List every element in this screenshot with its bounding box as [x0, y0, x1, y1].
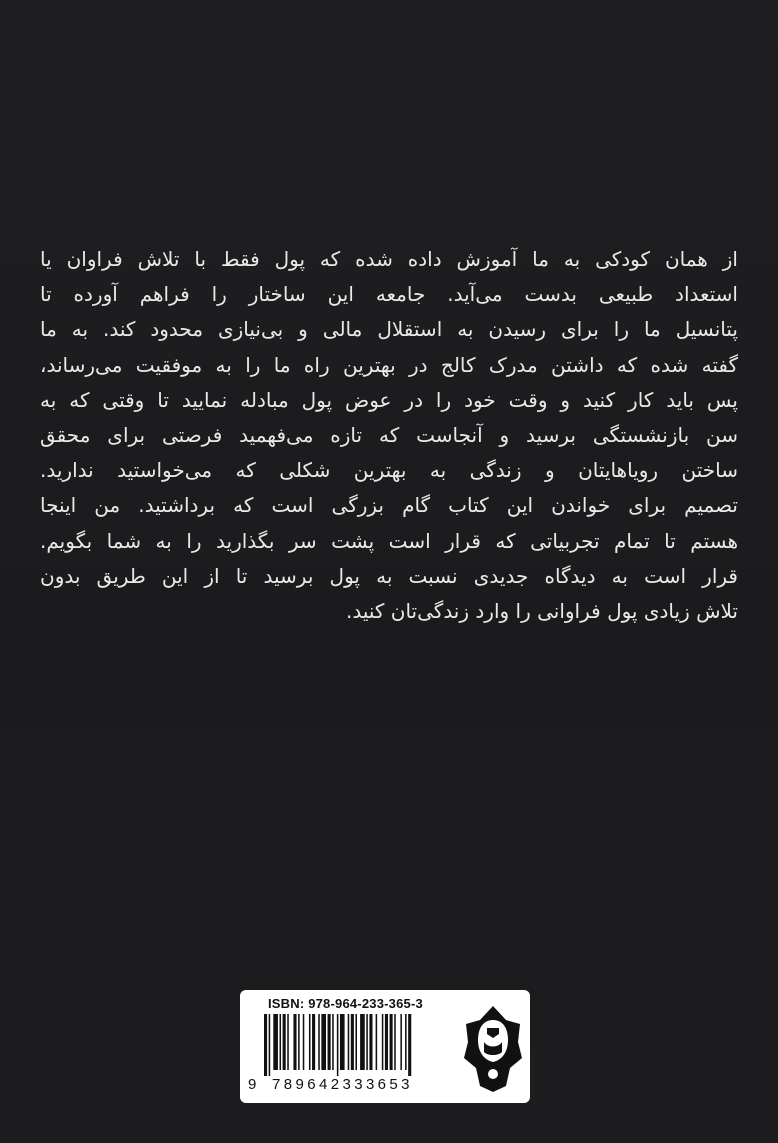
blurb-line: گفته شده که داشتن مدرک کالج در بهترین راه ما را به موفقیت می‌رساند، — [40, 352, 738, 377]
isbn-label-box — [240, 990, 530, 1103]
publisher-logo-icon — [460, 1002, 526, 1096]
blurb-line: سن بازنشستگی برسید و آنجاست که تازه می‌فهمید فرصتی برای محقق — [40, 423, 738, 448]
barcode-bar — [351, 1014, 354, 1070]
isbn-number: ISBN: 978-964-233-365-3 — [268, 996, 423, 1011]
barcode-bar — [283, 1014, 286, 1070]
barcode-bar — [321, 1014, 326, 1070]
barcode-bar — [332, 1014, 334, 1070]
blurb-line: استعداد طبیعی بدست می‌آید. جامعه این ساختار را فراهم آورده تا — [40, 282, 738, 307]
blurb-line: از همان کودکی به ما آموزش داده شده که پول فقط با تلاش فراوان یا — [40, 247, 738, 271]
barcode-first-digit: 9 — [248, 1076, 257, 1093]
barcode-bar — [348, 1014, 350, 1070]
barcode-bar — [303, 1014, 305, 1070]
barcode-bar — [280, 1014, 282, 1070]
barcode-bar — [382, 1014, 384, 1070]
barcode-bar — [298, 1014, 300, 1070]
barcode-bar — [369, 1014, 372, 1070]
blurb-line: ساختن رویاهایتان و زندگی به بهترین شکلی که می‌خواستید ندارید. — [40, 458, 738, 483]
blurb-line: تصمیم برای خواندن این کتاب گام بزرگی است که برداشتید. من اینجا — [40, 493, 738, 518]
barcode — [262, 1014, 462, 1076]
blurb-line: تلاش زیادی پول فراوانی را وارد زندگی‌تان کنید. — [345, 599, 738, 624]
barcode-bar — [408, 1014, 411, 1076]
barcode-bar — [360, 1014, 365, 1070]
barcode-bar — [309, 1014, 311, 1070]
barcode-bar — [273, 1014, 278, 1070]
barcode-bar — [340, 1014, 345, 1070]
barcode-bar — [318, 1014, 320, 1070]
barcode-bar — [390, 1014, 393, 1070]
barcode-bar — [287, 1014, 289, 1070]
barcode-bar — [337, 1014, 339, 1076]
barcode-bar — [400, 1014, 402, 1070]
blurb-line: قرار است به دیدگاه جدیدی نسبت به پول برسید تا از این طریق بدون — [40, 563, 738, 588]
blurb-line: پس باید کار کنید و وقت خود را در عوض پول مبادله نمایید تا وقتی که به — [40, 387, 738, 412]
barcode-bar — [328, 1014, 331, 1070]
barcode-bar — [376, 1014, 378, 1070]
barcode-bar — [312, 1014, 315, 1070]
barcode-bar — [394, 1014, 396, 1070]
barcode-bar — [264, 1014, 267, 1076]
barcode-bar — [385, 1014, 388, 1070]
barcode-bar — [355, 1014, 357, 1070]
barcode-bar — [269, 1014, 271, 1076]
blurb-text — [40, 242, 738, 629]
barcode-bar — [366, 1014, 368, 1070]
blurb-line: هستم تا تمام تجربیاتی که قرار است پشت سر بگذارید را به شما بگویم. — [40, 528, 738, 553]
barcode-bar — [293, 1014, 296, 1070]
barcode-digit-string: 789642333653 — [272, 1076, 413, 1093]
blurb-line: پتانسیل ما را برای رسیدن به استقلال مالی و بی‌نیازی محدود کند. به ما — [40, 317, 738, 342]
barcode-bar — [405, 1014, 407, 1070]
